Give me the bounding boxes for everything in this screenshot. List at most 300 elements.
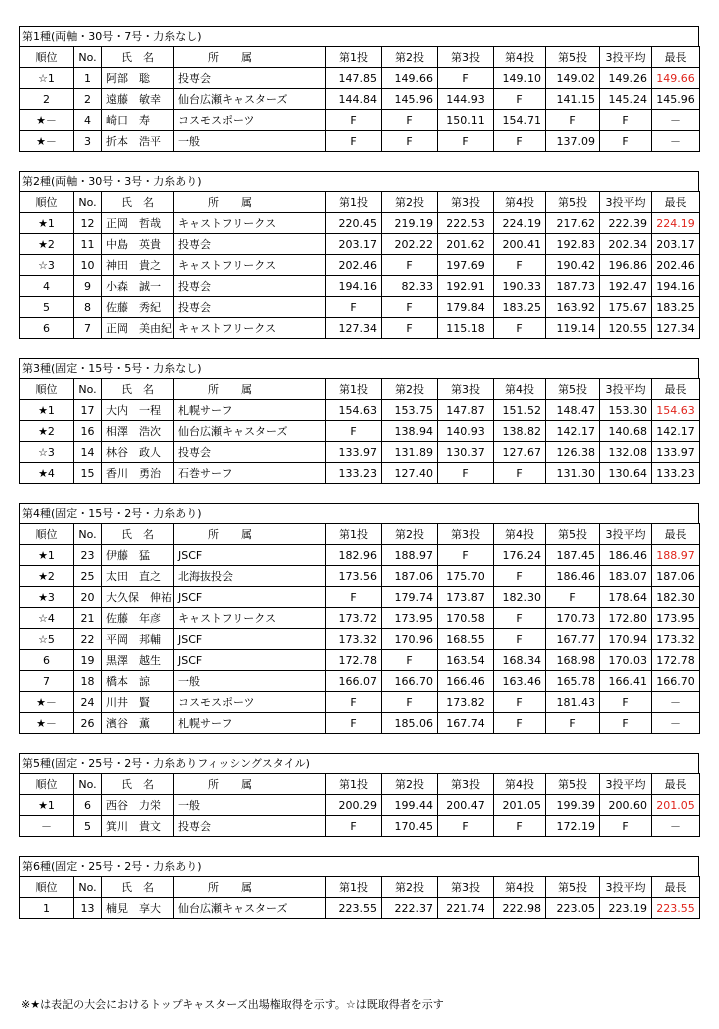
cell-rank: － [20, 816, 74, 837]
table-row [20, 297, 700, 318]
cell-rank: ★－ [20, 692, 74, 713]
category-section [19, 26, 699, 152]
cell-throw-5: 181.43 [546, 692, 600, 713]
table-header-row [20, 774, 700, 795]
cell-average: 186.46 [600, 545, 652, 566]
column-header-rank: 順位 [20, 47, 74, 68]
cell-no: 22 [74, 629, 102, 650]
cell-throw-5: 170.73 [546, 608, 600, 629]
cell-club: 札幌サーフ [174, 400, 326, 421]
cell-throw-1: F [326, 297, 382, 318]
cell-throw-3: 179.84 [438, 297, 494, 318]
column-header-throw-3: 第3投 [438, 877, 494, 898]
table-header-row [20, 379, 700, 400]
cell-name: 中島 英貴 [102, 234, 174, 255]
cell-longest: 183.25 [652, 297, 700, 318]
cell-throw-1: 203.17 [326, 234, 382, 255]
table-row [20, 608, 700, 629]
cell-throw-3: 130.37 [438, 442, 494, 463]
results-table [19, 523, 700, 734]
column-header-name: 氏 名 [102, 47, 174, 68]
cell-no: 2 [74, 89, 102, 110]
cell-no: 4 [74, 110, 102, 131]
category-title: 第6種(固定・25号・2号・力糸あり) [19, 856, 699, 876]
column-header-average: 3投平均 [600, 192, 652, 213]
cell-throw-4: F [494, 318, 546, 339]
cell-longest: － [652, 816, 700, 837]
cell-throw-3: F [438, 816, 494, 837]
cell-no: 10 [74, 255, 102, 276]
cell-throw-4: F [494, 255, 546, 276]
table-row [20, 110, 700, 131]
cell-name: 橋本 諒 [102, 671, 174, 692]
cell-throw-2: 179.74 [382, 587, 438, 608]
table-header-row [20, 524, 700, 545]
cell-throw-1: 144.84 [326, 89, 382, 110]
column-header-throw-1: 第1投 [326, 524, 382, 545]
cell-throw-4: 154.71 [494, 110, 546, 131]
column-header-throw-4: 第4投 [494, 379, 546, 400]
column-header-throw-2: 第2投 [382, 774, 438, 795]
table-row [20, 671, 700, 692]
cell-name: 太田 直之 [102, 566, 174, 587]
results-table [19, 378, 700, 484]
cell-longest: 127.34 [652, 318, 700, 339]
cell-throw-4: 176.24 [494, 545, 546, 566]
column-header-rank: 順位 [20, 877, 74, 898]
footnote: ※★は表記の大会におけるトップキャスターズ出場権取得を示す。☆は既取得者を示す [21, 998, 444, 1011]
column-header-throw-5: 第5投 [546, 379, 600, 400]
cell-throw-4: F [494, 566, 546, 587]
results-table [19, 191, 700, 339]
column-header-average: 3投平均 [600, 774, 652, 795]
cell-throw-4: 138.82 [494, 421, 546, 442]
cell-throw-4: 182.30 [494, 587, 546, 608]
cell-name: 正岡 美由紀 [102, 318, 174, 339]
column-header-longest: 最長 [652, 47, 700, 68]
cell-club: 仙台広瀬キャスターズ [174, 89, 326, 110]
cell-club: コスモスポーツ [174, 110, 326, 131]
cell-throw-5: 223.05 [546, 898, 600, 919]
cell-no: 25 [74, 566, 102, 587]
cell-rank: ★－ [20, 713, 74, 734]
cell-throw-1: 127.34 [326, 318, 382, 339]
column-header-club: 所 属 [174, 877, 326, 898]
cell-name: 西谷 力栄 [102, 795, 174, 816]
cell-throw-3: 222.53 [438, 213, 494, 234]
cell-rank: ☆4 [20, 608, 74, 629]
column-header-throw-5: 第5投 [546, 47, 600, 68]
cell-throw-1: F [326, 110, 382, 131]
cell-average: 175.67 [600, 297, 652, 318]
column-header-no: No. [74, 379, 102, 400]
results-table [19, 46, 700, 152]
cell-club: 投専会 [174, 68, 326, 89]
cell-throw-5: 187.73 [546, 276, 600, 297]
cell-longest: 142.17 [652, 421, 700, 442]
cell-longest: 201.05 [652, 795, 700, 816]
column-header-throw-2: 第2投 [382, 192, 438, 213]
cell-throw-4: 190.33 [494, 276, 546, 297]
cell-club: 投専会 [174, 816, 326, 837]
cell-throw-2: 185.06 [382, 713, 438, 734]
cell-throw-3: 221.74 [438, 898, 494, 919]
cell-rank: ★1 [20, 795, 74, 816]
cell-throw-4: 200.41 [494, 234, 546, 255]
cell-throw-2: F [382, 650, 438, 671]
cell-average: F [600, 110, 652, 131]
section-gap [19, 837, 699, 856]
table-row [20, 234, 700, 255]
column-header-throw-3: 第3投 [438, 524, 494, 545]
cell-throw-1: F [326, 421, 382, 442]
cell-club: 投専会 [174, 297, 326, 318]
cell-throw-4: F [494, 629, 546, 650]
cell-throw-2: 173.95 [382, 608, 438, 629]
cell-throw-2: 166.70 [382, 671, 438, 692]
cell-throw-1: 133.97 [326, 442, 382, 463]
cell-throw-2: F [382, 110, 438, 131]
column-header-name: 氏 名 [102, 524, 174, 545]
cell-rank: ★－ [20, 131, 74, 152]
cell-throw-3: F [438, 68, 494, 89]
cell-rank: ☆3 [20, 442, 74, 463]
cell-throw-3: 167.74 [438, 713, 494, 734]
cell-throw-5: 142.17 [546, 421, 600, 442]
cell-no: 8 [74, 297, 102, 318]
table-header-row [20, 877, 700, 898]
category-section [19, 358, 699, 484]
cell-longest: 202.46 [652, 255, 700, 276]
cell-throw-2: 82.33 [382, 276, 438, 297]
cell-rank: ☆1 [20, 68, 74, 89]
cell-throw-4: 127.67 [494, 442, 546, 463]
cell-throw-1: F [326, 816, 382, 837]
cell-average: 200.60 [600, 795, 652, 816]
cell-club: 一般 [174, 131, 326, 152]
column-header-longest: 最長 [652, 877, 700, 898]
cell-throw-3: 192.91 [438, 276, 494, 297]
cell-throw-2: F [382, 255, 438, 276]
cell-no: 6 [74, 795, 102, 816]
cell-throw-5: 131.30 [546, 463, 600, 484]
cell-rank: ★－ [20, 110, 74, 131]
column-header-name: 氏 名 [102, 774, 174, 795]
column-header-no: No. [74, 47, 102, 68]
cell-rank: ★1 [20, 213, 74, 234]
cell-throw-1: F [326, 713, 382, 734]
cell-throw-3: 200.47 [438, 795, 494, 816]
cell-average: F [600, 692, 652, 713]
cell-rank: 6 [20, 650, 74, 671]
cell-name: 香川 勇治 [102, 463, 174, 484]
cell-average: 149.26 [600, 68, 652, 89]
cell-throw-4: F [494, 608, 546, 629]
cell-throw-1: 154.63 [326, 400, 382, 421]
cell-no: 23 [74, 545, 102, 566]
cell-throw-2: 219.19 [382, 213, 438, 234]
cell-throw-3: 170.58 [438, 608, 494, 629]
column-header-throw-1: 第1投 [326, 774, 382, 795]
cell-throw-4: 149.10 [494, 68, 546, 89]
cell-longest: 166.70 [652, 671, 700, 692]
cell-throw-2: 188.97 [382, 545, 438, 566]
cell-longest: 224.19 [652, 213, 700, 234]
column-header-throw-3: 第3投 [438, 47, 494, 68]
cell-name: 大久保 伸祐 [102, 587, 174, 608]
cell-no: 15 [74, 463, 102, 484]
cell-throw-5: 167.77 [546, 629, 600, 650]
cell-club: キャストフリークス [174, 608, 326, 629]
cell-club: 一般 [174, 671, 326, 692]
cell-rank: ★2 [20, 234, 74, 255]
cell-name: 佐藤 年彦 [102, 608, 174, 629]
cell-throw-4: 201.05 [494, 795, 546, 816]
cell-throw-2: 202.22 [382, 234, 438, 255]
cell-no: 24 [74, 692, 102, 713]
column-header-throw-5: 第5投 [546, 877, 600, 898]
cell-rank: 7 [20, 671, 74, 692]
cell-club: 投専会 [174, 276, 326, 297]
column-header-throw-5: 第5投 [546, 192, 600, 213]
column-header-throw-5: 第5投 [546, 524, 600, 545]
cell-club: 投専会 [174, 442, 326, 463]
column-header-average: 3投平均 [600, 877, 652, 898]
cell-name: 神田 貴之 [102, 255, 174, 276]
cell-throw-5: 192.83 [546, 234, 600, 255]
cell-throw-3: F [438, 463, 494, 484]
cell-throw-1: 133.23 [326, 463, 382, 484]
column-header-average: 3投平均 [600, 47, 652, 68]
cell-throw-1: 182.96 [326, 545, 382, 566]
cell-name: 濱谷 薫 [102, 713, 174, 734]
column-header-average: 3投平均 [600, 524, 652, 545]
column-header-club: 所 属 [174, 524, 326, 545]
cell-longest: 173.95 [652, 608, 700, 629]
results-table [19, 876, 700, 919]
cell-name: 阿部 聡 [102, 68, 174, 89]
cell-longest: 187.06 [652, 566, 700, 587]
table-row [20, 131, 700, 152]
cell-longest: 203.17 [652, 234, 700, 255]
cell-name: 小森 誠一 [102, 276, 174, 297]
cell-throw-5: 190.42 [546, 255, 600, 276]
cell-throw-3: 197.69 [438, 255, 494, 276]
category-title: 第4種(固定・15号・2号・力糸あり) [19, 503, 699, 523]
cell-throw-5: 172.19 [546, 816, 600, 837]
cell-average: 132.08 [600, 442, 652, 463]
cell-rank: 2 [20, 89, 74, 110]
column-header-longest: 最長 [652, 192, 700, 213]
table-row [20, 68, 700, 89]
cell-club: JSCF [174, 650, 326, 671]
cell-average: 170.94 [600, 629, 652, 650]
table-row [20, 318, 700, 339]
cell-throw-1: 194.16 [326, 276, 382, 297]
cell-rank: ★3 [20, 587, 74, 608]
column-header-throw-1: 第1投 [326, 47, 382, 68]
cell-longest: 154.63 [652, 400, 700, 421]
cell-throw-1: 220.45 [326, 213, 382, 234]
table-row [20, 629, 700, 650]
cell-longest: 194.16 [652, 276, 700, 297]
cell-average: F [600, 131, 652, 152]
cell-average: 153.30 [600, 400, 652, 421]
cell-longest: － [652, 713, 700, 734]
cell-throw-4: F [494, 131, 546, 152]
cell-longest: 172.78 [652, 650, 700, 671]
cell-throw-5: 149.02 [546, 68, 600, 89]
cell-club: キャストフリークス [174, 255, 326, 276]
cell-no: 5 [74, 816, 102, 837]
column-header-throw-4: 第4投 [494, 192, 546, 213]
cell-no: 21 [74, 608, 102, 629]
cell-average: 196.86 [600, 255, 652, 276]
cell-average: 170.03 [600, 650, 652, 671]
cell-throw-5: 148.47 [546, 400, 600, 421]
column-header-throw-2: 第2投 [382, 877, 438, 898]
column-header-throw-4: 第4投 [494, 524, 546, 545]
cell-throw-1: 166.07 [326, 671, 382, 692]
category-section [19, 753, 699, 837]
column-header-rank: 順位 [20, 774, 74, 795]
cell-no: 14 [74, 442, 102, 463]
column-header-club: 所 属 [174, 47, 326, 68]
column-header-average: 3投平均 [600, 379, 652, 400]
cell-throw-3: 168.55 [438, 629, 494, 650]
table-row [20, 463, 700, 484]
table-row [20, 566, 700, 587]
cell-throw-2: F [382, 318, 438, 339]
category-title: 第3種(固定・15号・5号・力糸なし) [19, 358, 699, 378]
column-header-longest: 最長 [652, 524, 700, 545]
cell-club: JSCF [174, 545, 326, 566]
cell-no: 19 [74, 650, 102, 671]
cell-rank: ★1 [20, 545, 74, 566]
cell-name: 川井 賢 [102, 692, 174, 713]
cell-throw-1: 173.56 [326, 566, 382, 587]
cell-throw-5: 137.09 [546, 131, 600, 152]
column-header-name: 氏 名 [102, 379, 174, 400]
column-header-name: 氏 名 [102, 192, 174, 213]
table-row [20, 442, 700, 463]
cell-throw-1: F [326, 587, 382, 608]
cell-no: 17 [74, 400, 102, 421]
cell-rank: ★4 [20, 463, 74, 484]
cell-throw-5: 168.98 [546, 650, 600, 671]
cell-throw-3: 140.93 [438, 421, 494, 442]
section-gap [19, 152, 699, 171]
cell-throw-2: 170.45 [382, 816, 438, 837]
cell-club: 投専会 [174, 234, 326, 255]
category-title: 第5種(固定・25号・2号・力糸ありフィッシングスタイル) [19, 753, 699, 773]
table-row [20, 898, 700, 919]
cell-average: 130.64 [600, 463, 652, 484]
cell-average: 172.80 [600, 608, 652, 629]
cell-rank: ☆5 [20, 629, 74, 650]
cell-throw-5: 199.39 [546, 795, 600, 816]
cell-throw-3: 144.93 [438, 89, 494, 110]
cell-throw-4: 183.25 [494, 297, 546, 318]
category-section [19, 171, 699, 339]
cell-longest: 223.55 [652, 898, 700, 919]
results-table [19, 773, 700, 837]
column-header-no: No. [74, 524, 102, 545]
cell-no: 3 [74, 131, 102, 152]
cell-no: 13 [74, 898, 102, 919]
column-header-rank: 順位 [20, 379, 74, 400]
table-header-row [20, 192, 700, 213]
cell-name: 折本 浩平 [102, 131, 174, 152]
cell-average: 223.19 [600, 898, 652, 919]
cell-name: 林谷 政人 [102, 442, 174, 463]
cell-no: 26 [74, 713, 102, 734]
column-header-throw-2: 第2投 [382, 524, 438, 545]
cell-average: 192.47 [600, 276, 652, 297]
cell-club: 仙台広瀬キャスターズ [174, 898, 326, 919]
column-header-throw-5: 第5投 [546, 774, 600, 795]
cell-throw-4: F [494, 89, 546, 110]
table-row [20, 276, 700, 297]
cell-throw-4: 163.46 [494, 671, 546, 692]
cell-throw-1: 202.46 [326, 255, 382, 276]
cell-average: 183.07 [600, 566, 652, 587]
cell-throw-2: 131.89 [382, 442, 438, 463]
cell-club: JSCF [174, 587, 326, 608]
results-sheet [19, 26, 699, 919]
category-title: 第1種(両軸・30号・7号・力糸なし) [19, 26, 699, 46]
cell-rank: 4 [20, 276, 74, 297]
cell-club: 石巻サーフ [174, 463, 326, 484]
column-header-throw-3: 第3投 [438, 774, 494, 795]
column-header-longest: 最長 [652, 774, 700, 795]
cell-name: 大内 一程 [102, 400, 174, 421]
table-row [20, 89, 700, 110]
cell-throw-4: F [494, 816, 546, 837]
column-header-throw-2: 第2投 [382, 379, 438, 400]
cell-throw-5: 165.78 [546, 671, 600, 692]
cell-average: 178.64 [600, 587, 652, 608]
column-header-no: No. [74, 774, 102, 795]
cell-no: 18 [74, 671, 102, 692]
column-header-rank: 順位 [20, 524, 74, 545]
cell-throw-3: 201.62 [438, 234, 494, 255]
cell-throw-2: 170.96 [382, 629, 438, 650]
cell-name: 遠藤 敏幸 [102, 89, 174, 110]
cell-throw-3: 150.11 [438, 110, 494, 131]
cell-rank: 1 [20, 898, 74, 919]
cell-longest: 173.32 [652, 629, 700, 650]
cell-throw-5: F [546, 713, 600, 734]
table-header-row [20, 47, 700, 68]
cell-name: 相澤 浩次 [102, 421, 174, 442]
section-gap [19, 484, 699, 503]
cell-throw-1: F [326, 131, 382, 152]
cell-throw-1: 223.55 [326, 898, 382, 919]
cell-no: 20 [74, 587, 102, 608]
cell-name: 伊藤 猛 [102, 545, 174, 566]
cell-throw-2: 222.37 [382, 898, 438, 919]
column-header-throw-4: 第4投 [494, 877, 546, 898]
cell-throw-2: 145.96 [382, 89, 438, 110]
cell-no: 7 [74, 318, 102, 339]
cell-club: 仙台広瀬キャスターズ [174, 421, 326, 442]
cell-longest: 145.96 [652, 89, 700, 110]
column-header-longest: 最長 [652, 379, 700, 400]
cell-throw-3: 173.87 [438, 587, 494, 608]
cell-throw-1: 173.72 [326, 608, 382, 629]
table-row [20, 795, 700, 816]
